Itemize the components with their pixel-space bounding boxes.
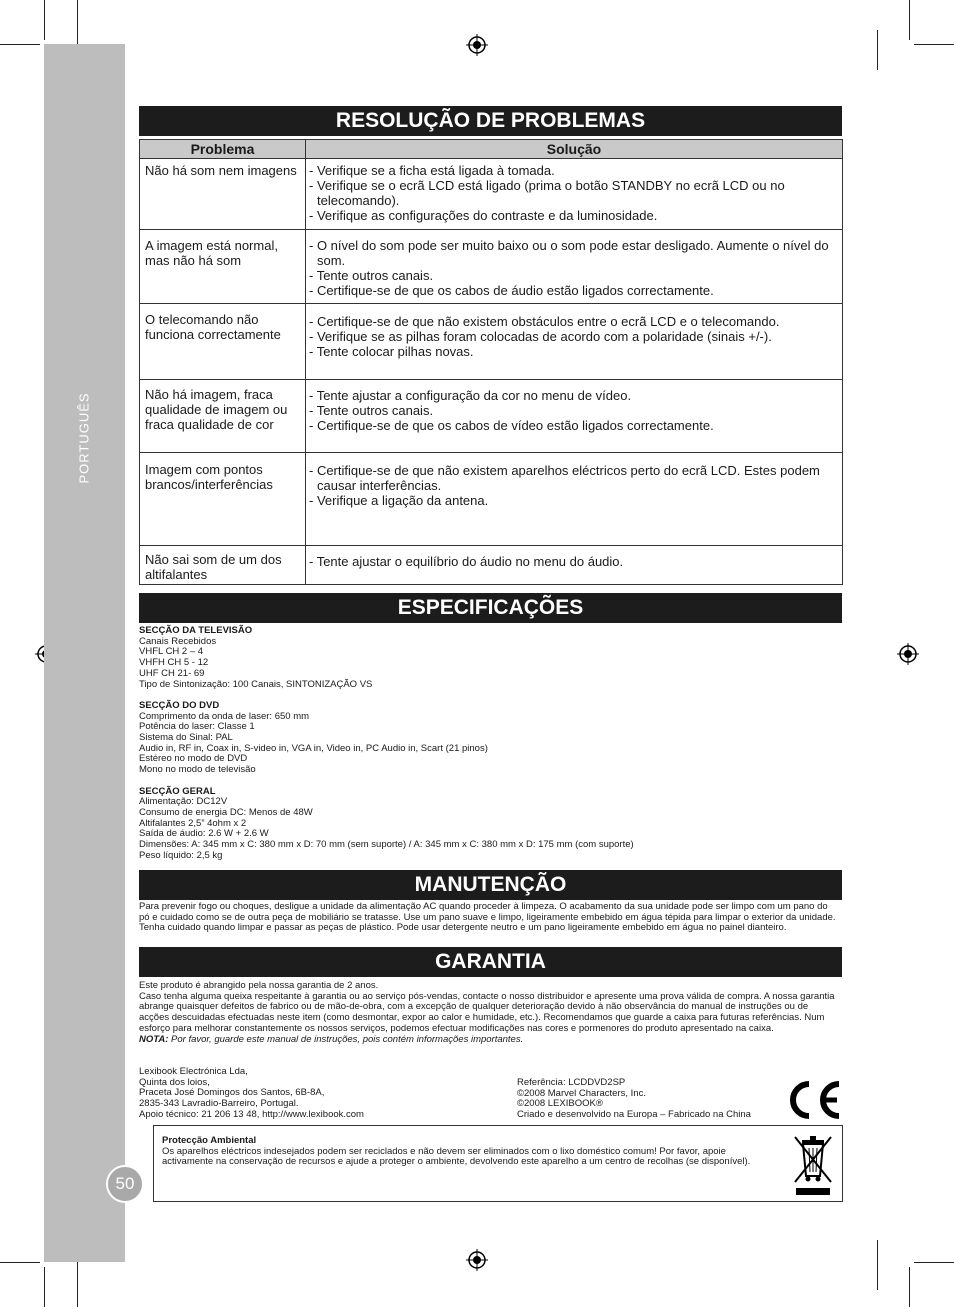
environment-text: Os aparelhos eléctricos indesejados podem ser reciclados e não devem ser eliminados com o lixo doméstico comum! Por favor, apoie activamente na conservação de recursos e ajude a proteger o ambiente, devolvendo este aparelho a um centro de recolhas (se disponível).: [162, 1145, 751, 1168]
spec-line: UHF CH 21- 69: [139, 667, 205, 679]
product-reference: [517, 1078, 751, 1121]
crop-mark: [909, 1267, 910, 1307]
spec-line: Tipo de Sintonização: 100 Canais, SINTONIZAÇÃO VS: [139, 678, 373, 690]
solution-cell: [306, 380, 843, 453]
spec-line: Sistema do Sinal: PAL: [139, 732, 233, 744]
spec-line: VHFL CH 2 – 4: [139, 646, 204, 658]
solution-line: - Certifique-se de que os cabos de vídeo estão ligados correctamente.: [309, 418, 714, 433]
solution-cell: [306, 230, 843, 304]
spec-line: Consumo de energia DC: Menos de 48W: [139, 806, 313, 818]
reference-line: ©2008 LEXIBOOK®: [517, 1098, 603, 1110]
solution-line: - Verifique se as pilhas foram colocadas de acordo com a polaridade (sinais +/-).: [309, 329, 772, 344]
solution-cell: [306, 546, 843, 585]
table-row: [140, 230, 843, 304]
spec-line: Mono no modo de televisão: [139, 764, 256, 776]
solution-line: - Certifique-se de que não existem obstáculos entre o ecrã LCD e o telecomando.: [309, 314, 780, 329]
solution-line: - Tente outros canais.: [309, 403, 434, 418]
maintenance-title: MANUTENÇÃO: [139, 870, 842, 900]
crossed-bin-icon: [792, 1132, 834, 1196]
reference-line: ©2008 Marvel Characters, Inc.: [517, 1087, 646, 1099]
environment-heading: Protecção Ambiental: [162, 1135, 257, 1146]
address-line: Lexibook Electrónica Lda,: [139, 1066, 248, 1077]
solution-line: - Certifique-se de que não existem aparelhos eléctricos perto do ecrã LCD. Estes podem causar interferências.: [309, 463, 820, 493]
troubleshooting-table: [139, 139, 843, 585]
solution-line: - Tente outros canais.: [309, 268, 434, 283]
problem-cell: O telecomando não funciona correctamente: [140, 304, 306, 380]
crop-mark: [877, 1240, 878, 1290]
problem-cell: Não há imagem, fraca qualidade de imagem ou fraca qualidade de cor: [140, 380, 306, 453]
crop-mark: [877, 30, 878, 70]
address-line: 2835-343 Lavradio-Barreiro, Portugal.: [139, 1098, 299, 1110]
spec-line: Comprimento da onda de laser: 650 mm: [139, 710, 310, 722]
solution-line: - Verifique as configurações do contraste e da luminosidade.: [309, 208, 658, 223]
maintenance-text: Para prevenir fogo ou choques, desligue a unidade da alimentação AC quando proceder à limpeza. O acabamento da sua unidade pode ser limpo com um pano do pó e cuidado como se de outra peça de mobiliário se tratasse. Use um pano suave e limpo, ligeiramente embebido em água tépida para limpar o exterior da unidade. Tenha cuidado quando limpar e passar as peças de plástico. Pode usar detergente neutro e um pano ligeiramente embebido em água no painel dianteiro.: [139, 901, 836, 934]
spec-section-heading: SECÇÃO DO DVD: [139, 699, 220, 711]
environment-box: [153, 1125, 843, 1202]
specifications-list: [139, 626, 839, 861]
solution-line: - Verifique se o ecrã LCD está ligado (prima o botão STANDBY no ecrã LCD ou no telecomando).: [309, 178, 785, 208]
solution-cell: [306, 159, 843, 230]
crop-mark: [909, 0, 910, 40]
spec-line: VHFH CH 5 - 12: [139, 657, 209, 669]
solution-line: - Tente colocar pilhas novas.: [309, 344, 474, 359]
table-row: [140, 546, 843, 585]
solution-line: - Certifique-se de que os cabos de áudio estão ligados correctamente.: [309, 283, 714, 298]
warranty-note: [139, 1035, 839, 1046]
problem-cell: Não sai som de um dos altifalantes: [140, 546, 306, 585]
reference-line: Referência: LCDDVD2SP: [517, 1077, 626, 1088]
registration-mark-icon: [897, 643, 919, 665]
sidebar-language-label: PORTUGUÊS: [76, 392, 92, 484]
spec-line: Peso líquido: 2,5 kg: [139, 849, 223, 861]
solution-cell: [306, 304, 843, 380]
spec-line: Potência do laser: Classe 1: [139, 721, 255, 733]
spec-line: Estéreo no modo de DVD: [139, 753, 248, 765]
spec-line: Alimentação: DC12V: [139, 796, 228, 808]
warranty-intro: Este produto é abrangido pela nossa garantia de 2 anos.: [139, 980, 379, 991]
note-text: Por favor, guarde este manual de instruções, pois contém informações importantes.: [171, 1033, 524, 1045]
spec-section-heading: SECÇÃO GERAL: [139, 785, 216, 797]
troubleshooting-title: RESOLUÇÃO DE PROBLEMAS: [139, 106, 842, 136]
company-address: [139, 1067, 364, 1121]
solution-line: - Tente ajustar a configuração da cor no menu de vídeo.: [309, 388, 632, 403]
crop-mark: [44, 0, 45, 40]
warranty-section: [139, 981, 839, 1045]
warranty-title: GARANTIA: [139, 947, 842, 977]
solution-line: - Verifique se a ficha está ligada à tomada.: [309, 163, 555, 178]
solution-line: - Tente ajustar o equilíbrio do áudio no menu do áudio.: [309, 554, 624, 569]
ce-mark-icon: [783, 1078, 843, 1122]
warranty-text: Caso tenha alguma queixa respeitante à garantia ou ao serviço pós-vendas, contacte o nosso distribuidor e apresente uma prova válida de compra. A nossa garantia abrange quaisquer defeitos de fabrico ou de mão-de-obra, com a excepção de qualquer deterioração devido à não observância do manual de instruções ou de acções descuidadas efectuadas neste item (como desmontar, expor ao calor e humidade, etc.). Recomendamos que guarde a caixa para futuras referências. Num esforço para melhorar constantemente os nossos serviços, podemos efectuar modificações nas cores e pormenores do produto apresentado na caixa.: [139, 990, 835, 1034]
environment-text-block: [162, 1136, 772, 1168]
registration-mark-icon: [466, 1249, 488, 1271]
spec-section-heading: SECÇÃO DA TELEVISÃO: [139, 625, 253, 636]
spec-line: Saída de áudio: 2.6 W + 2.6 W: [139, 828, 269, 840]
table-row: [140, 304, 843, 380]
address-line: Praceta José Domingos dos Santos, 6B-8A,: [139, 1087, 325, 1099]
crop-mark: [914, 44, 954, 45]
column-header-problem: Problema: [140, 140, 306, 159]
solution-line: - Verifique a ligação da antena.: [309, 493, 489, 508]
table-row: [140, 380, 843, 453]
spec-line: Canais Recebidos: [139, 635, 217, 647]
crop-mark: [0, 44, 40, 45]
problem-cell: Imagem com pontos brancos/interferências: [140, 453, 306, 546]
reference-line: Criado e desenvolvido na Europa – Fabricado na China: [517, 1109, 751, 1121]
spec-line: Altifalantes 2,5” 4ohm x 2: [139, 817, 247, 829]
column-header-solution: Solução: [306, 140, 843, 159]
address-line: Apoio técnico: 21 206 13 48, http://www.lexibook.com: [139, 1108, 364, 1120]
address-line: Quinta dos loios,: [139, 1076, 210, 1088]
crop-mark: [0, 1262, 40, 1263]
table-row: [140, 159, 843, 230]
problem-cell: Não há som nem imagens: [140, 159, 306, 230]
language-sidebar: [44, 44, 125, 1262]
solution-cell: [306, 453, 843, 546]
problem-cell: A imagem está normal, mas não há som: [140, 230, 306, 304]
spec-line: Audio in, RF in, Coax in, S-video in, VGA in, Video in, PC Audio in, Scart (21 pinos): [139, 742, 488, 754]
solution-line: - O nível do som pode ser muito baixo ou o som pode estar desligado. Aumente o nível do som.: [309, 238, 829, 268]
crop-mark: [914, 1262, 954, 1263]
registration-mark-icon: [466, 34, 488, 56]
page-number: 50: [106, 1165, 144, 1203]
specifications-title: ESPECIFICAÇÕES: [139, 593, 842, 623]
spec-line: Dimensões: A: 345 mm x C: 380 mm x D: 70 mm (sem suporte) / A: 345 mm x C: 380 mm x D: 175 mm (com suporte): [139, 839, 634, 851]
note-label: NOTA:: [139, 1033, 169, 1045]
table-row: [140, 453, 843, 546]
crop-mark: [44, 1267, 45, 1307]
